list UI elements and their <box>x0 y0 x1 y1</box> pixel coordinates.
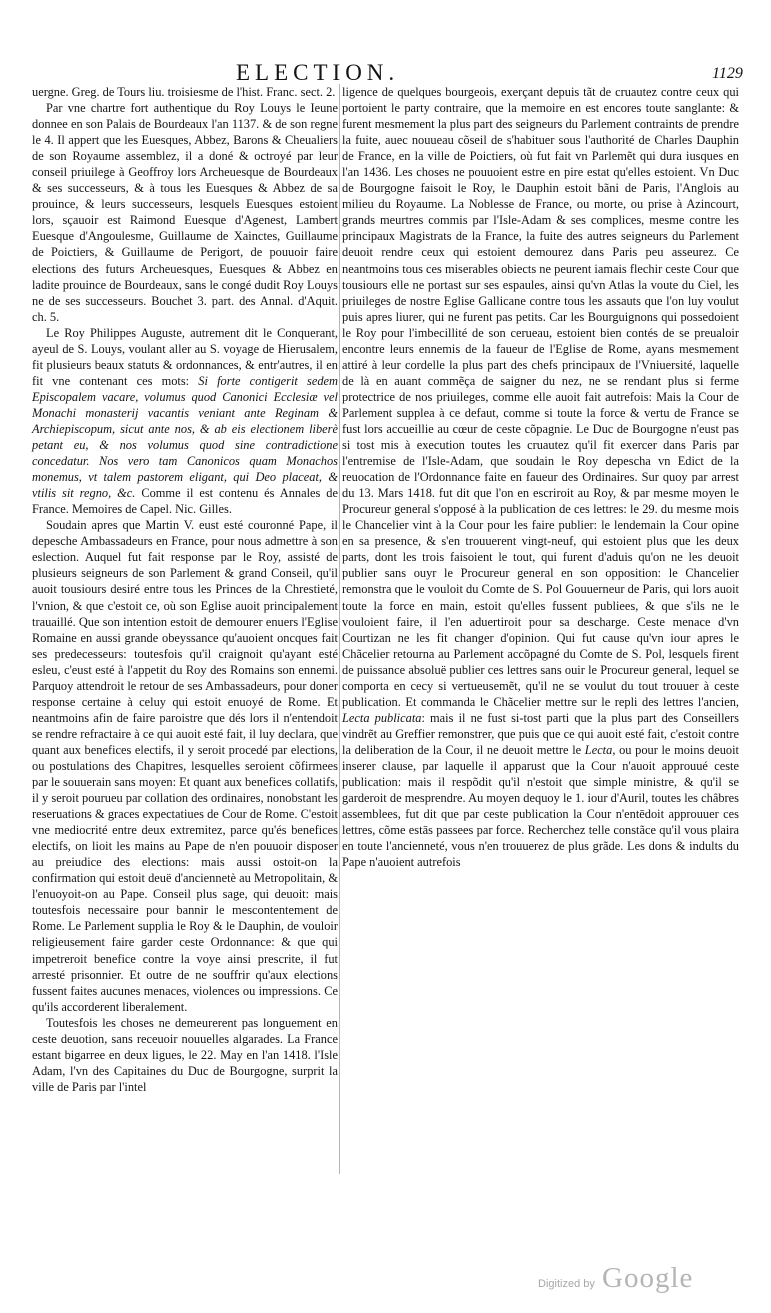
running-header <box>0 60 771 86</box>
paragraph: Par vne chartre fort authentique du Roy Louys le Ieune donnee en son Palais de Bourdeaux l'an 1137. & de son regne le 4. Il appert que les Euesques, Abbez, Barons & Cheualiers de son Royaume assemblez, il a doné & octroyé par leur conseil priuilege à Geoffroy lors Archeuesque de Bourdeaux & ses successeurs, & à tous les Euesques & Abbez de sa prouince, & leurs successeurs, lesquels Euesques estoient lors, sçauoir est Raimond Euesque d'Agenest, Lambert Euesque d'Angoulesme, Guillaume de Xainctes, Guillaume de Poictiers, & Guillaume de Perigort, de pouuoir faire elections des futurs Archeuesques, Euesques & Abbez en ladite prouince de Bourdeaux, sans le congé dudit Roy Louys ne de ses successeurs. Bouchet 3. part. des Annal. d'Aquit. ch. 5. <box>32 101 338 324</box>
latin-phrase: Lecta <box>584 742 613 757</box>
paragraph <box>342 84 739 870</box>
column-divider <box>339 84 340 1174</box>
latin-phrase: Lecta publicata <box>342 710 422 725</box>
paragraph-text: : mais il ne fust si-tost parti que la plus part des Conseillers vindrẽt au Greffier remonstrer, que puis que ce qui auoit esté fait, c'estoit contre la deliberation de la Cour, il ne deuoit mettre le <box>342 710 740 757</box>
paragraph-text: Le Roy Philippes Auguste, autrement dit le Conquerant, ayeul de S. Louys, voulant aller au S. voyage de Hierusalem, fit plusieurs beaux statuts & ordonnances, & entr'autres, il en fit vne contenant ces mots: <box>32 325 338 388</box>
page-number: 1129 <box>712 65 743 82</box>
paragraph-text: ligence de quelques bourgeois, exerçant depuis tãt de cruautez contre ceux qui portoient le party contraire, que la memoire en est encores toute sanglante: & furent mesmement la plus part des seigneurs du Parlement contraints de prendre la fuite, auec nouueau cõseil de s'habituer sous l'authorité de Charles Dauphin de France, en la ville de Poictiers, où fut fait vn Parlemẽt qui dura iusques en l'an 1436. Les choses ne pouuoient estre en pire estat qu'elles estoient. Vn Duc de Bourgogne faisoit le Roy, le Dauphin estoit bãni de Paris, l'Anglois au milieu du Royaume. La Noblesse de France, ou morte, ou prise à Azincourt, grands meurtres commis par l'Isle-Adam & ses complices, mesme contre les principaux Magistrats de la France, la fuite des autres seigneurs du Parlement deuoit rendre ceux qui estoient demourez dans Paris peu asseurez. Ce neantmoins tous ces miserables obiects ne peurent iamais flechir ceste Cour que tousiours elle ne portast sur ses espaules, ainsi qu'vn Atlas la voute du Ciel, les priuileges de nostre Eglise Gallicane contre tous les assauts que l'on luy voulut puis apres liurer, qui ne furent pas petits. Car les Bourguignons qui possedoient le Roy pour l'imbecillité de son cerueau, estoient bien contés de se preualoir encontre leurs ennemis de la faueur de l'Eglise de Rome, ayans mesmement attiré à leur cordelle la plus part des chefs principaux de l'Vniuersité, laquelle de là en auant commẽça de saigner du nez, ne se rendant plus si ferme protectrice de nos priuileges, comme elle auoit fait autrefois: Mais la Cour de Parlement supplea à ce defaut, comme si toute la force & vertu de France se fust lors accueillie au cœur de ceste cõpagnie. Le Duc de Bourgogne n'eust pas si tost mis à execution toutes les cruautez qu'il fit exercer dans Paris par l'entremise de l'Isle-Adam, que soudain le Roy depescha vn Edict de la reuocation de l'Ordonnance faite en faueur des Ordinaires. Sur quoy par arrest du 13. Mars 1418. fut dit que l'on en escriroit au Roy, & par mesme moyen le Procureur general s'opposé à la publication de ces lettres: le 29. du mesme mois le Chancelier vint à la Cour pour les faire publier: le lendemain la Cour opine en sa presence, & s'en trouuerent vingt-neuf, qui estoient plus que les deux parts, dont les trois faisoient le tout, qui furent d'aduis qu'on ne les deuoit publier sans ouyr le Procureur general en son opposition: le Chancelier remonstra que le vouloit du Comte de S. Pol Gouuerneur de Paris, qui lors auoit toute la force en main, estoit qu'elles fussent publiees, & que s'ils ne le vouloient faire, il l'en aduertiroit pour sa descharge. Ceste menace d'vn Courtizan ne les fit changer d'opinion. Qui fut cause qu'vn iour apres le Chãcelier retourna au Parlement accõpagné du Comte de S. Pol, lesquels firent de puissance absoluë publier ces lettres sans ouir le Procureur general, lequel se comporta en cecy si vertueusemẽt, qu'il ne se voulut du tout trouuer à ceste publication. Et commanda le Chãcelier mettre sur le repli des lettres l'ancien, <box>342 85 739 709</box>
paragraph: Soudain apres que Martin V. eust esté couronné Pape, il depesche Ambassadeurs en France, pour nous admettre à son eslection. Auquel fut fait response par le Roy, assisté de plusieurs seigneurs de son Parlement & grand Conseil, qu'il auoit tousiours desiré entre tous les Princes de la Chrestieté, l'vnion, & que c'estoit ce, où son Eglise auoit principalement trauaillé. Que son intention estoit de demourer enuers l'Eglise Romaine en aussi grande obeyssance qu'auoient oncques fait ses predecesseurs: toutesfois qu'il craignoit qu'ayant esté esleu, c'eust esté à l'appetit du Roy des Romains son ennemi. Parquoy attendroit le retour de ses Ambassadeurs, pour doner response certaine à celuy qui estoit enuoyé de Rome. Et neantmoins afin de faire paroistre que dés lors il n'entendoit se rendre refractaire à ce qui auoit esté fait, il luy declara, que quant aux benefices electifs, il y seroit procedé par elections, ou postulations des Chapitres, lesquelles seroient cõfirmees par le souuerain sans moyen: Et quant aux benefices collatifs, il y seroit pourueu par collation des ordinaires, nonobstant les reseruations & graces expectatiues de Cour de Rome. C'estoit vne mediocrité entre deux extremitez, parce qu'és benefices electifs, on lioit les mains au Pape de n'en pouuoir disposer au preiudice des elections: mais aussi ostoit-on la confirmation qui estoit deuë d'anciennetè au Metropolitain, & l'enuoyoit-on au Pape. Conseil plus sage, qui deuoit: mais toutesfois necessaire pour bannir le mescontentement de Rome. Le Parlement supplia le Roy & le Dauphin, de vouloir religieusement faire garder ceste Ordonnance: & que qui impetreroit benefice contre la voye ainsi prescrite, il fut arresté prisonnier. Et outre de ne souffrir qu'aux elections fussent faites aucunes menaces, violences ou impressions. Ce qu'ils accorderent liberalement. <box>32 518 338 1014</box>
paragraph-text: Comme il est contenu és Annales de France. Memoires de Capel. Nic. Gilles. <box>32 486 338 517</box>
paragraph: Toutesfois les choses ne demeurerent pas longuement en ceste deuotion, sans receuoir nouuelles algarades. La France estant bigarree en deux ligues, le 22. May en l'an 1418. l'Isle Adam, l'vn des Capitaines du Duc de Bourgogne, surprit la ville de Paris par l'intel <box>32 1015 338 1094</box>
right-column <box>342 84 739 870</box>
watermark-prefix: Digitized by <box>538 1278 595 1290</box>
latin-quotation: Si forte contigerit sedem Episcopalem vacare, volumus quod Canonici Ecclesiæ vel Monachi monasterij vacantis veniant ante Reginam & Archiepiscopum, sicut ante nos, & ab eis electionem liberè petant eu, & nos volumus quod sine contradictione concedatur. Nos vero tam Canonicos quam Monachos monemus, vt talem pastorem eligant, qui Deo placeat, & vtilis sit regno, &c. <box>32 373 338 501</box>
paragraph: uergne. Greg. de Tours liu. troisiesme de l'hist. Franc. sect. 2. <box>32 85 336 99</box>
running-title: ELECTION. <box>236 60 400 85</box>
left-column <box>32 84 338 1095</box>
google-logo: Google <box>602 1262 694 1294</box>
paragraph-text: , ou pour le moins deuoit inserer clause, par laquelle il apparust que la Cour n'auoit approuué ceste publication: mais il respõdit qu'il n'estoit que simple ministre, & qu'il se garderoit de mesprendre. Au moyen dequoy le 1. iour d'Auril, toutes les châbres assemblees, fut dit que par ceste publication la Cour n'entēdoit approuuer ces lettres, cõme estās passees par force. Recherchez telle constãce qu'il vous plaira en toute l'ancienneté, vous n'en trouuerez de plus grãde. Les dons & indults du Pape n'auoient autrefois <box>342 742 739 870</box>
digitization-watermark <box>538 1262 748 1302</box>
paragraph <box>32 325 338 518</box>
